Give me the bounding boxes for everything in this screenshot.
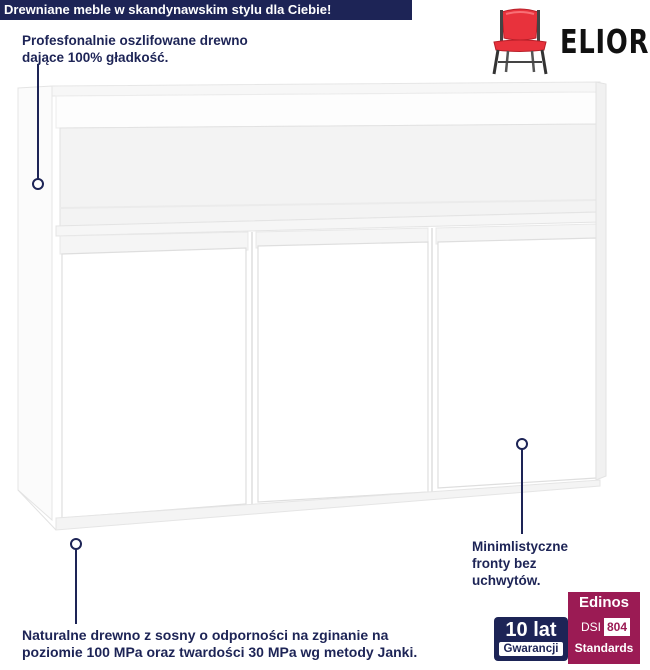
callout-bottom-line-2: poziomie 100 MPa oraz twardości 30 MPa wg metody Janki. (22, 644, 418, 660)
edinos-code (574, 618, 634, 636)
callout-top-line-2: dające 100% gładkość. (22, 50, 169, 65)
warranty-badge (494, 617, 568, 661)
promo-banner: Drewniane meble w skandynawskim stylu dla Ciebie! (0, 0, 412, 20)
warranty-label: Gwarancji (499, 642, 563, 656)
callout-sanded-wood (22, 32, 302, 66)
edinos-code-right: 804 (604, 618, 630, 636)
warranty-years: 10 lat (505, 619, 557, 641)
callout-top-line-1: Profesfonalnie oszlifowane drewno (22, 33, 248, 48)
callout-minimal-fronts (472, 538, 612, 589)
brand-name: ELIOR (560, 22, 650, 61)
callout-right-line-1: Minimlistyczne (472, 539, 569, 554)
callout-right-line-2: fronty bez (472, 556, 537, 571)
callout-pine-wood (22, 627, 472, 661)
edinos-standards-badge (568, 592, 640, 664)
callout-bottom-line-1: Naturalne drewno z sosny o odporności na zginanie na (22, 627, 389, 643)
edinos-name: Edinos (578, 594, 629, 611)
edinos-code-left: DSI (580, 620, 601, 634)
callout-right-line-3: uchwytów. (472, 573, 541, 588)
edinos-standard: Standards (574, 641, 634, 655)
